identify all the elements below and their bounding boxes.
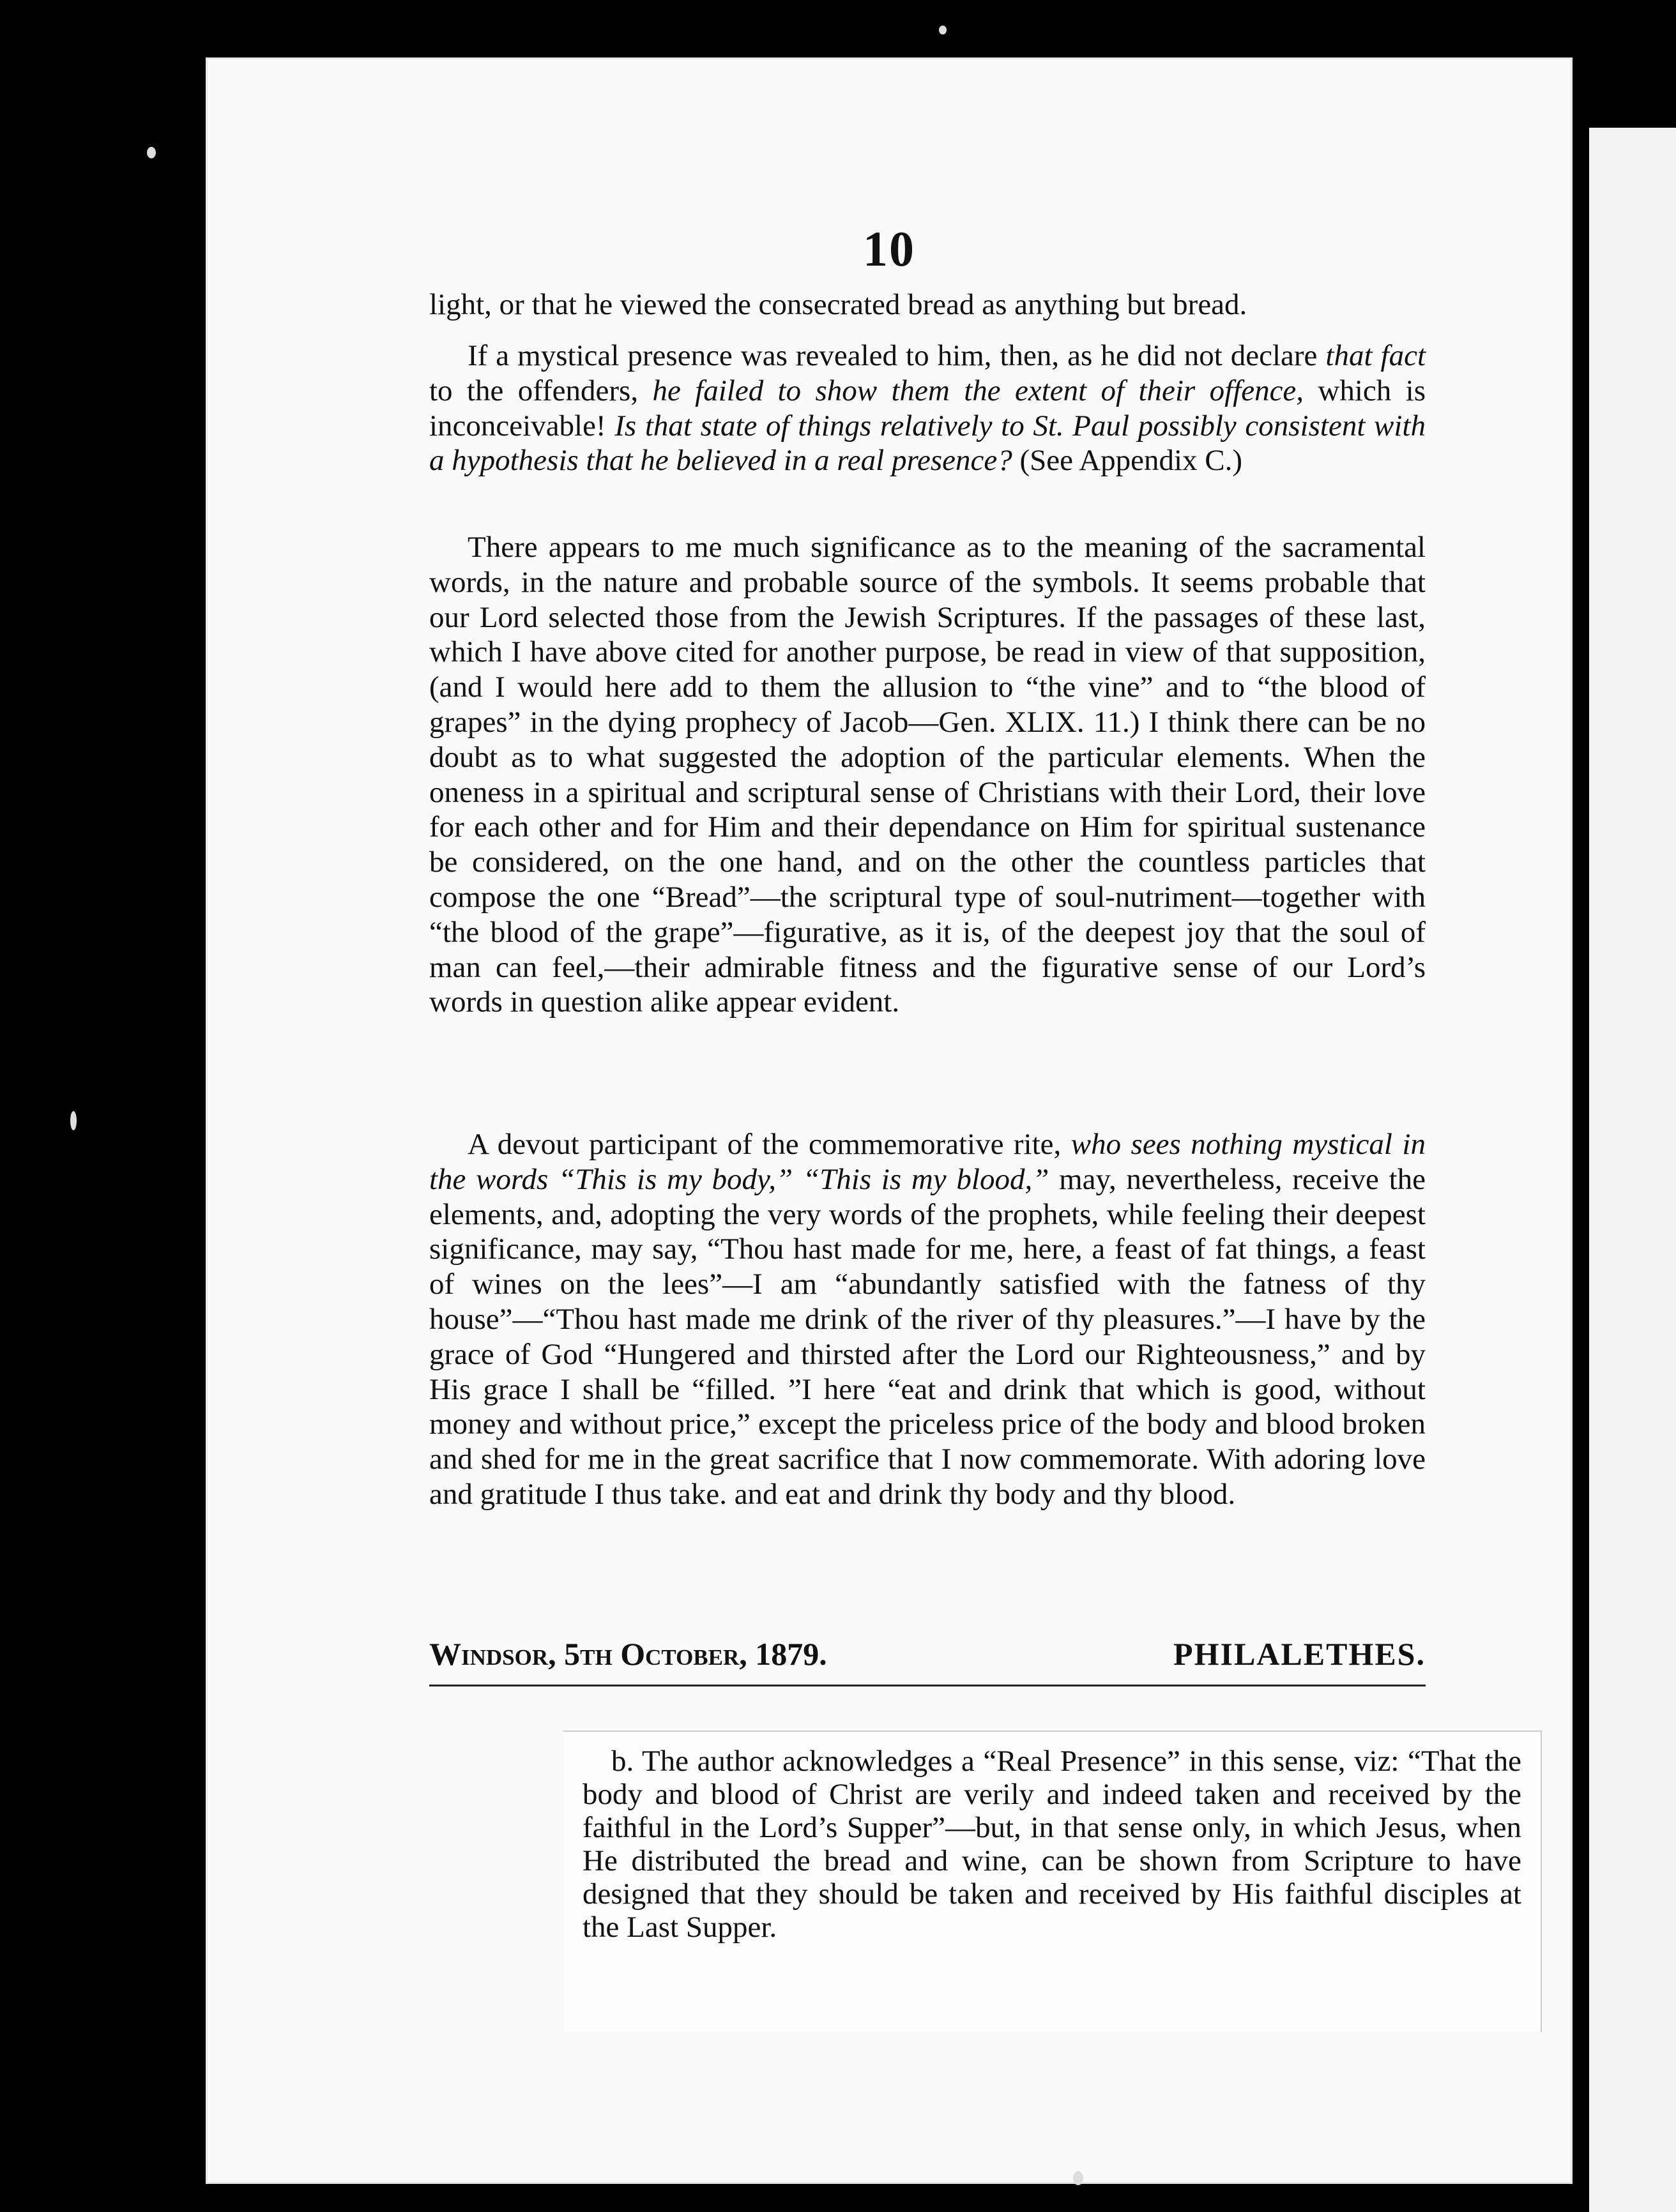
text-run: A devout participant of the commemorative rite, xyxy=(468,1128,1071,1161)
signature-place-date: Windsor, 5th October, 1879. xyxy=(429,1636,827,1672)
italic-run: he failed to show them the extent of their offence, xyxy=(652,374,1304,407)
text-run: to the offenders, xyxy=(429,374,653,407)
text-run: (See Appendix C.) xyxy=(1012,444,1243,478)
italic-run: that fact xyxy=(1325,339,1426,372)
scan-speck xyxy=(70,1111,77,1130)
italic-run: who sees nothing mystical in the words “This is my body,” “This is my blood,” xyxy=(429,1128,1426,1196)
footnote-text: b. The author acknowledges a “Real Presence” in this sense, viz: “That the body and blood of Christ are verily and indeed taken and received by the faithful in the Lord’s Supper”—but, in that sense only, in which Jesus, when He distributed the bread and wine, can be shown from Scripture to have designed that they should be taken and received by His faithful disciples at the Last Supper. xyxy=(583,1745,1521,1944)
scan-speck xyxy=(147,147,156,158)
paragraph-continuation: light, or that he viewed the consecrated bread as anything but bread. xyxy=(429,288,1247,321)
text-run: may, nevertheless, receive the elements, and, adopting the very words of the prophets, while feeling their deepest significance, may say, “Thou hast made for me, here, a feast of fat things, a feast of wines on the lees”—I am “abundantly satisfied with the fatness of thy house”—“Thou hast made me drink of the river of thy pleasures.”—I have by the grace of God “Hungered and thirsted after the Lord our Righteousness,” and by His grace I shall be “filled. ”I here “eat and drink that which is good, without money and without price,” except the priceless price of the body and blood broken and shed for me in the great sacrifice that I now commemorate. With adoring love and gratitude I thus take. and eat and drink thy body and thy blood. xyxy=(429,1162,1426,1511)
signature-line xyxy=(429,1635,1426,1673)
text-run: which is inconceivable! xyxy=(429,374,1426,443)
paragraph-mystical-presence xyxy=(429,338,1426,478)
italic-run: Is that state of things relatively to St. Paul possibly consistent with a hypothesis that he believed in a real presence? xyxy=(429,409,1426,478)
divider-rule xyxy=(429,1685,1426,1686)
footnote-slip xyxy=(563,1731,1542,2032)
signature-author: PHILALETHES. xyxy=(1173,1636,1426,1672)
text-run: If a mystical presence was revealed to him, then, as he did not declare xyxy=(468,339,1326,372)
paragraph-devout-participant xyxy=(429,1127,1426,1512)
scan-speck xyxy=(1073,2171,1083,2185)
page-number: 10 xyxy=(863,221,915,276)
book-page xyxy=(206,57,1573,2184)
paragraph-symbols: There appears to me much significance as to the meaning of the sacramental words, in the nature and probable source of the symbols. It seems probable that our Lord selected those from the Jewish Scriptures. If the passages of these last, which I have above cited for another purpose, be read in view of that supposition, (and I would here add to them the allusion to “the vine” and to “the blood of grapes” in the dying prophecy of Jacob—Gen. XLIX. 11.) I think there can be no doubt as to what suggested the adoption of the particular elements. When the oneness in a spiritual and scriptural sense of Christians with their Lord, their love for each other and for Him and their dependance on Him for spiritual sustenance be considered, on the one hand, and on the other the countless particles that compose the one “Bread”—the scriptural type of soul-nutriment—together with “the blood of the grape”—figurative, as it is, of the deepest joy that the soul of man can feel,—their admirable fitness and the figurative sense of our Lord’s words in question alike appear evident. xyxy=(429,531,1426,1019)
adjacent-page-edge xyxy=(1589,128,1676,2212)
scan-speck xyxy=(939,26,947,34)
